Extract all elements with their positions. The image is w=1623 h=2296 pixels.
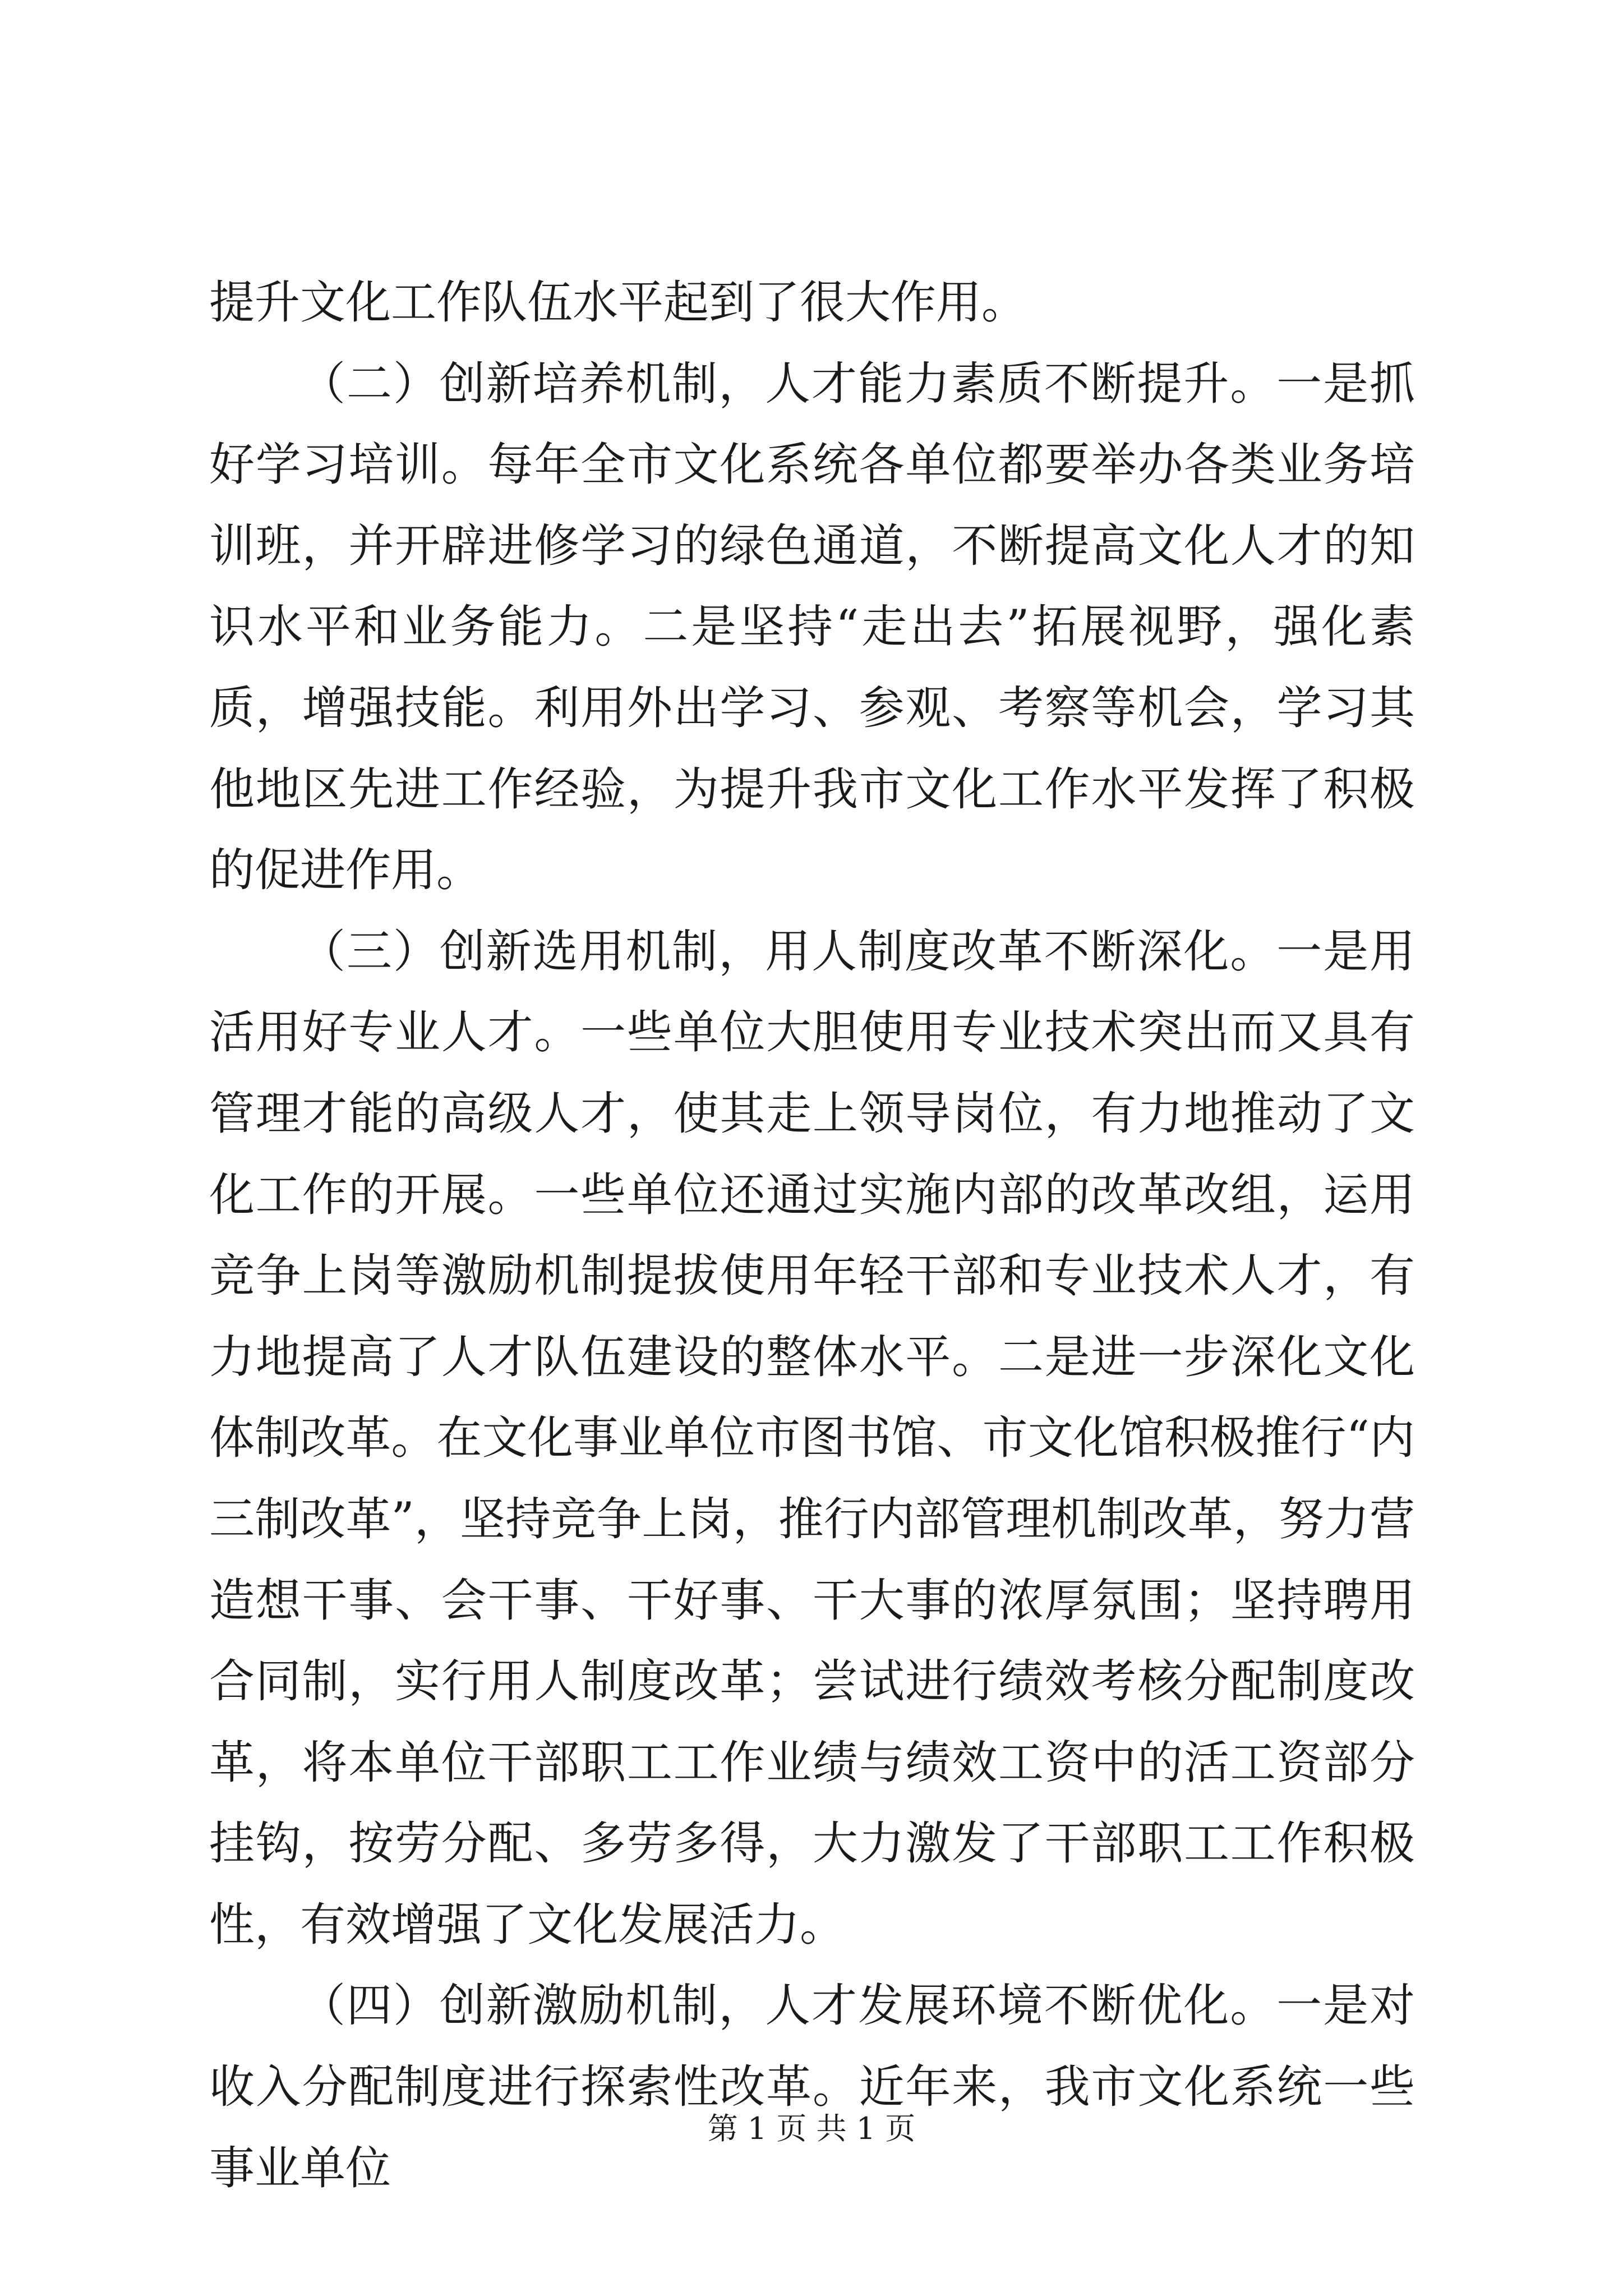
page-footer: 第 1 页 共 1 页	[707, 2111, 916, 2146]
paragraph-section-three: （三）创新选用机制，用人制度改革不断深化。一是用活用好专业人才。一些单位大胆使用专业技术突出而又具有管理才能的高级人才，使其走上领导岗位，有力地推动了文化工作的开展。一些单位还通过实施内部的改革改组，运用竞争上岗等激励机制提拔使用年轻干部和专业技术人才，有力地提高了人才队伍建设的整体水平。二是进一步深化文化体制改革。在文化事业单位市图书馆、市文化馆积极推行“内三制改革”，坚持竞争上岗，推行内部管理机制改革，努力营造想干事、会干事、干好事、干大事的浓厚氛围；坚持聘用合同制，实行用人制度改革；尝试进行绩效考核分配制度改革，将本单位干部职工工作业绩与绩效工资中的活工资部分挂钩，按劳分配、多劳多得，大力激发了干部职工工作积极性，有效增强了文化发展活力。	[209, 925, 1415, 1952]
paragraph-section-four: （四）创新激励机制，人才发展环境不断优化。一是对收入分配制度进行探索性改革。近年来，我市文化系统一些事业单位	[209, 1980, 1415, 2195]
document-body	[209, 263, 1415, 2209]
paragraph-continuation: 提升文化工作队伍水平起到了很大作用。	[209, 277, 1027, 329]
paragraph-section-two: （二）创新培养机制，人才能力素质不断提升。一是抓好学习培训。每年全市文化系统各单位都要举办各类业务培训班，并开辟进修学习的绿色通道，不断提高文化人才的知识水平和业务能力。二是坚持“走出去”拓展视野，强化素质，增强技能。利用外出学习、参观、考察等机会，学习其他地区先进工作经验，为提升我市文化工作水平发挥了积极的促进作用。	[209, 357, 1415, 898]
